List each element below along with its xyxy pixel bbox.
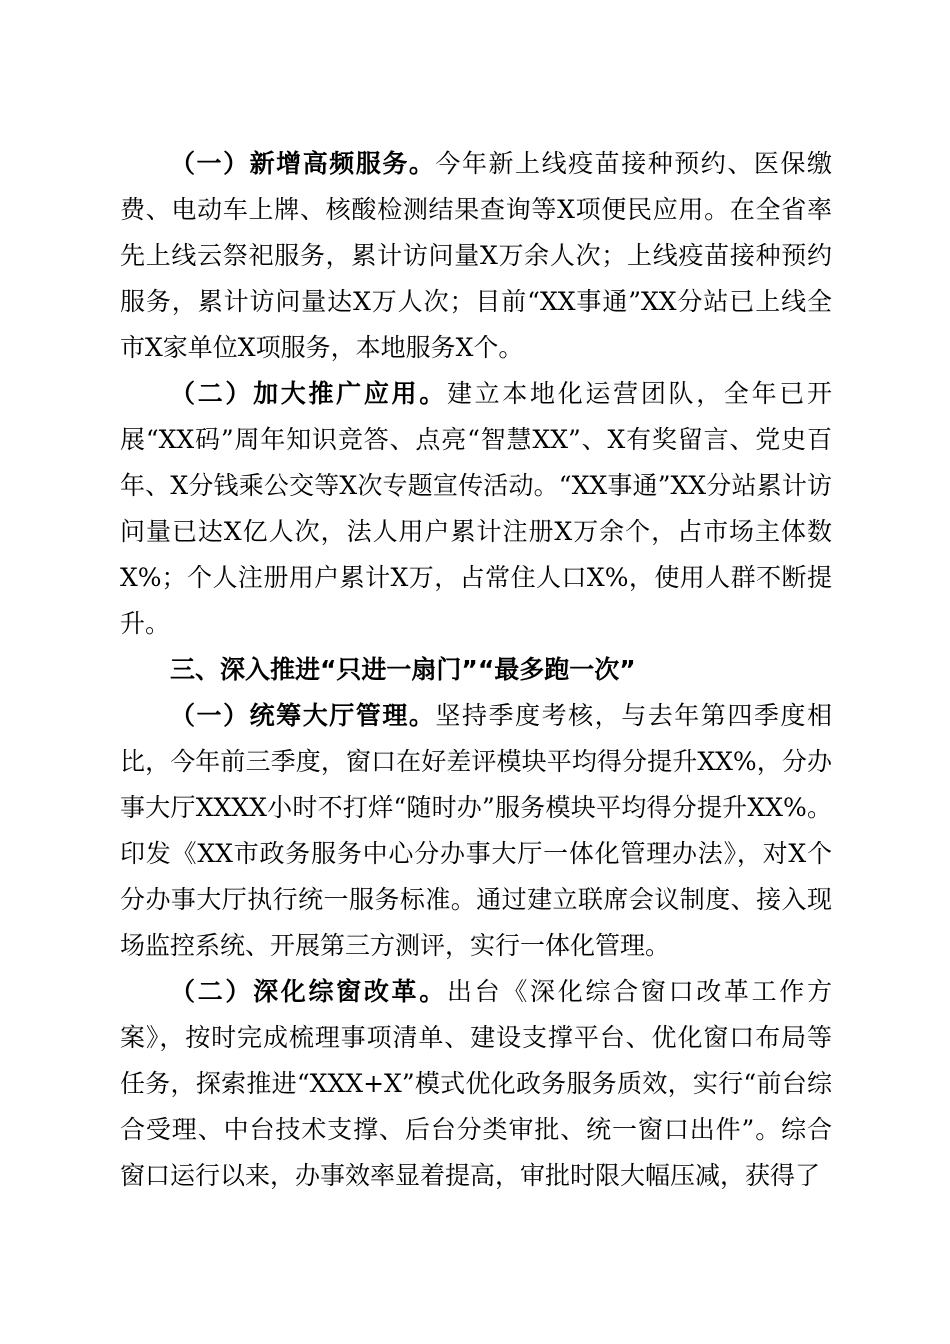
paragraph-hall-management xyxy=(120,693,832,969)
paragraph-lead: （一）新增高频服务。 xyxy=(170,149,436,178)
paragraph-lead: （二）加大推广应用。 xyxy=(170,379,447,408)
paragraph-new-services xyxy=(120,141,832,371)
paragraph-promotion xyxy=(120,371,832,647)
document-body xyxy=(120,141,832,1199)
paragraph-text: 坚持季度考核，与去年第四季度相比，今年前三季度，窗口在好差评模块平均得分提升XX%，分办事大厅XXXX小时不打烊“随时办”服务模块平均得分提升XX%。印发《XX市政务服务中心分办事大厅一体化管理办法》，对X个分办事大厅执行统一服务标准。通过建立联席会议制度、接入现场监控系统、开展第三方测评，实行一体化管理。 xyxy=(120,701,832,960)
paragraph-text: 建立本地化运营团队，全年已开展“XX码”周年知识竞答、点亮“智慧XX”、X有奖留言、党史百年、X分钱乘公交等X次专题宣传活动。“XX事通”XX分站累计访问量已达X亿人次，法人用户累计注册X万余个，占市场主体数X%；个人注册用户累计X万，占常住人口X%，使用人群不断提升。 xyxy=(120,379,832,638)
paragraph-window-reform xyxy=(120,969,832,1199)
paragraph-text: 出台《深化综合窗口改革工作方案》，按时完成梳理事项清单、建设支撑平台、优化窗口布局等任务，探索推进“XXX+X”模式优化政务服务质效，实行“前台综合受理、中台技术支撑、后台分类审批、统一窗口出件”。综合窗口运行以来，办事效率显着提高，审批时限大幅压减，获得了 xyxy=(120,977,832,1190)
section-heading: 三、深入推进“只进一扇门”“最多跑一次” xyxy=(170,655,636,684)
paragraph-text: 今年新上线疫苗接种预约、医保缴费、电动车上牌、核酸检测结果查询等X项便民应用。在全省率先上线云祭祀服务，累计访问量X万余人次；上线疫苗接种预约服务，累计访问量达X万人次；目前“XX事通”XX分站已上线全市X家单位X项服务，本地服务X个。 xyxy=(120,149,832,362)
paragraph-lead: （二）深化综窗改革。 xyxy=(170,977,447,1006)
paragraph-lead: （一）统筹大厅管理。 xyxy=(170,701,436,730)
